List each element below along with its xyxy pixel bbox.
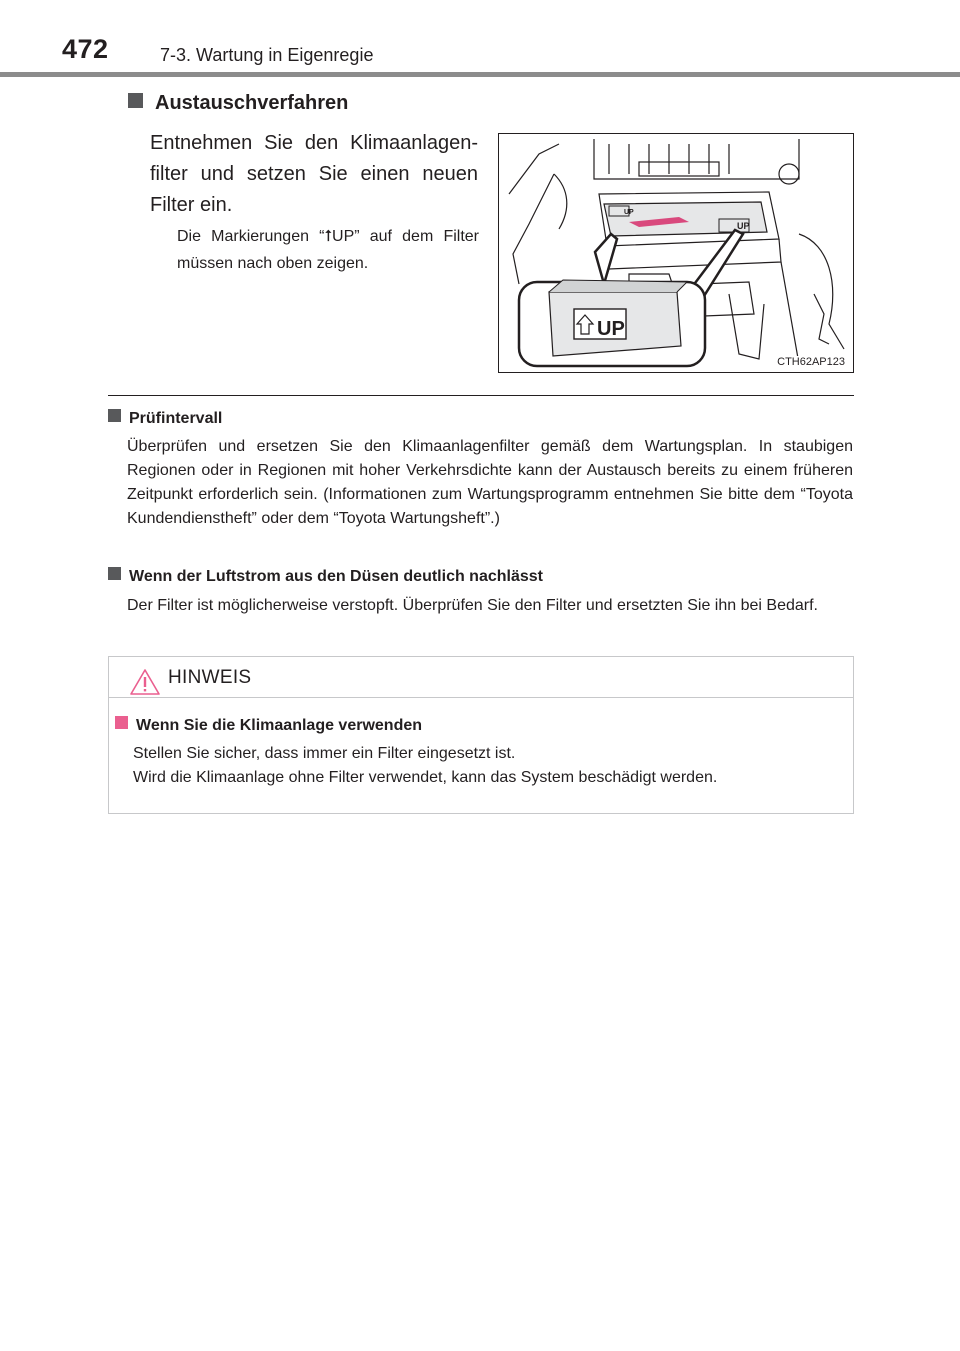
header-rule [0, 72, 960, 77]
procedure-instruction: Entnehmen Sie den Klimaanlagenfilter und setzen Sie einen neuen Filter ein. [150, 132, 478, 216]
notice-title [115, 716, 422, 735]
procedure-heading [128, 92, 348, 115]
bullet-square-icon [108, 567, 121, 580]
section-body-luftstrom: Der Filter ist möglicherweise verstopft. Überprüfen Sie den Filter und ersetzten Sie ihn bei Bedarf. [127, 597, 818, 614]
section-title-luftstrom [108, 567, 543, 586]
bullet-square-icon [115, 716, 128, 729]
svg-text:UP: UP [737, 221, 750, 231]
bullet-square-icon [108, 409, 121, 422]
notice-title-text: Wenn Sie die Klimaanlage verwenden [136, 717, 423, 734]
section-title-text: Wenn der Luftstrom aus den Düsen deutlich nachlässt [129, 568, 543, 585]
notice-label: HINWEIS [168, 667, 252, 688]
figure-code: CTH62AP123 [777, 356, 845, 368]
notice-line: Wird die Klimaanlage ohne Filter verwendet, kann das System beschädigt werden. [133, 769, 718, 786]
filter-illustration [498, 133, 854, 373]
notice-header [109, 657, 853, 698]
filter-drawing-icon [499, 134, 853, 372]
page-header [0, 0, 960, 78]
warning-triangle-icon [129, 668, 161, 696]
section-divider [108, 395, 854, 396]
notice-body [133, 742, 845, 790]
svg-text:UP: UP [624, 209, 634, 216]
bullet-square-icon [128, 93, 143, 108]
notice-line: Stellen Sie sicher, dass immer ein Filter eingesetzt ist. [133, 745, 516, 762]
page-number: 472 [62, 34, 109, 64]
section-body-pruefintervall: Überprüfen und ersetzen Sie den Klimaanlagenfilter gemäß dem Wartungsplan. In staubigen Regionen oder in Regionen mit hoher Verkehrsdichte kann der Austausch bereits zu einem früheren Zeitpunkt erforderlich sein. (Informationen zum Wartungsprogramm entnehmen Sie bitte dem “Toyota Kundendienstheft” oder dem “Toyota Wartungsheft”.) [127, 438, 853, 527]
procedure-title: Austauschverfahren [155, 92, 349, 114]
chapter-title: 7-3. Wartung in Eigenregie [160, 45, 374, 65]
section-title-text: Prüfintervall [129, 410, 223, 427]
procedure-note: Die Markierungen “⭡UP” auf dem Filter müssen nach oben zeigen. [177, 228, 479, 272]
svg-text:UP: UP [597, 318, 625, 340]
notice-box [108, 656, 854, 814]
section-title-pruefintervall [108, 409, 222, 428]
